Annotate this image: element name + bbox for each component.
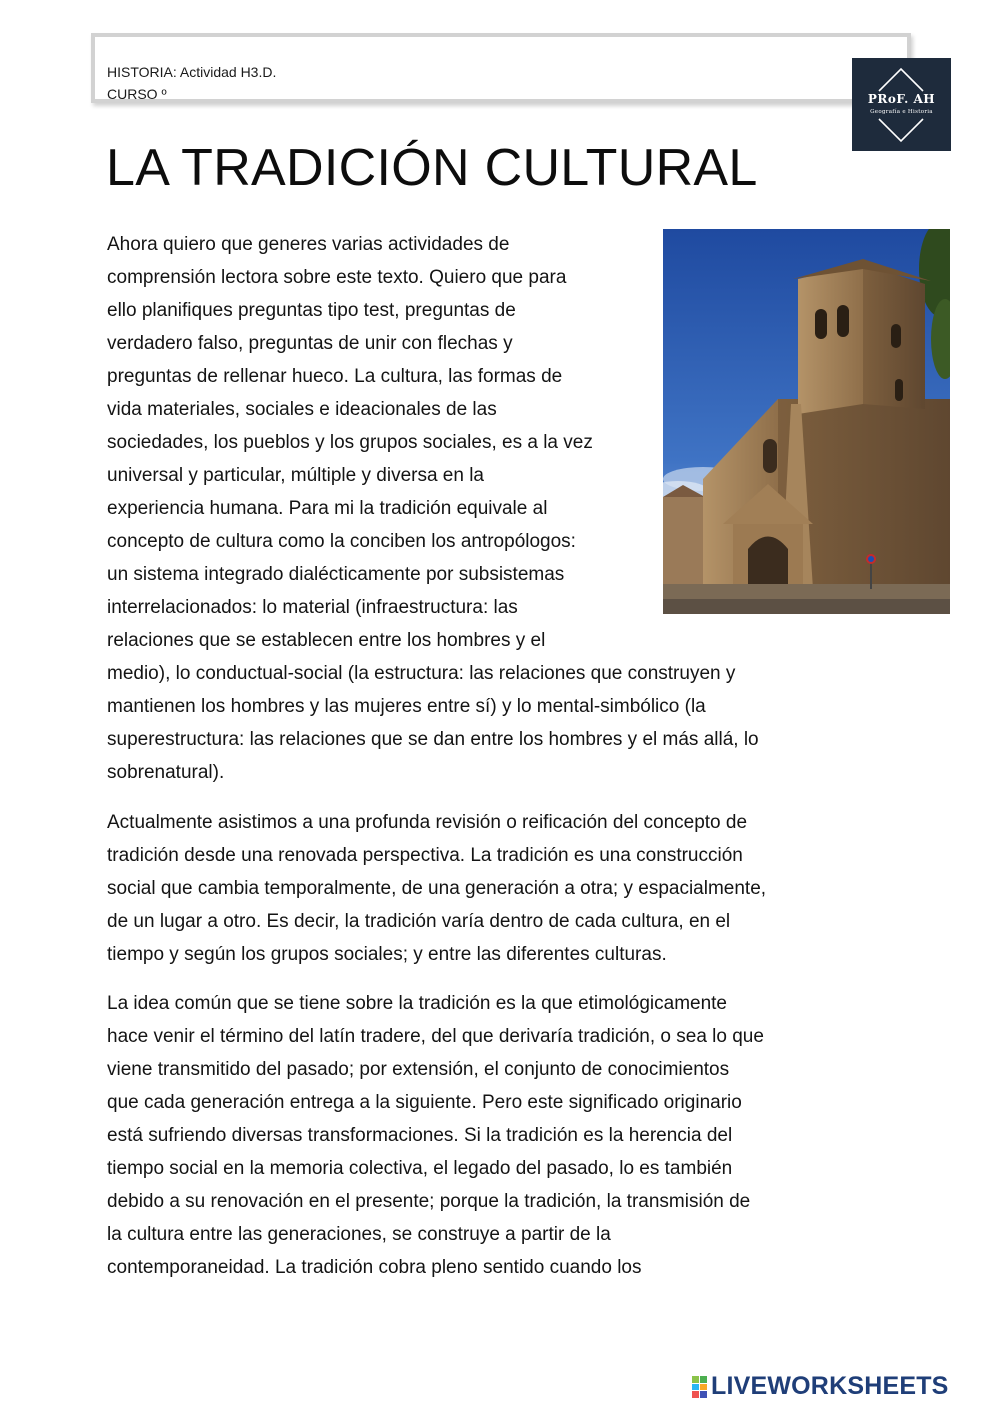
text-line: viene transmitido del pasado; por extensión, el conjunto de conocimientos xyxy=(107,1059,730,1080)
text-line: debido a su renovación en el presente; porque la tradición, la transmisión de xyxy=(107,1191,751,1212)
text-line: preguntas de rellenar hueco. La cultura, las formas de xyxy=(107,366,563,387)
text-line: sociedades, los pueblos y los grupos sociales, es a la vez xyxy=(107,432,593,453)
text-line: tradición desde una renovada perspectiva. La tradición es una construcción xyxy=(107,845,743,866)
liveworksheets-logo[interactable] xyxy=(692,1371,990,1401)
church-tower-photo xyxy=(663,229,950,614)
text-line: que cada generación entrega a la siguiente. Pero este significado originario xyxy=(107,1092,742,1113)
text-line: La idea común que se tiene sobre la tradición es la que etimológicamente xyxy=(107,993,727,1014)
text-line: de un lugar a otro. Es decir, la tradición varía dentro de cada cultura, en el xyxy=(107,911,731,932)
logo-subtitle: Geografía e Historia xyxy=(870,109,933,115)
text-line: tiempo social en la memoria colectiva, el legado del pasado, lo es también xyxy=(107,1158,733,1179)
liveworksheets-icon xyxy=(692,1376,708,1398)
text-line: tiempo y según los grupos sociales; y entre las diferentes culturas. xyxy=(107,944,667,965)
text-line: vida materiales, sociales e ideacionales de las xyxy=(107,399,497,420)
text-line: universal y particular, múltiple y diversa en la xyxy=(107,465,485,486)
text-line: medio), lo conductual-social (la estructura: las relaciones que construyen y xyxy=(107,663,736,684)
text-line: comprensión lectora sobre este texto. Quiero que para xyxy=(107,267,567,288)
text-line: un sistema integrado dialécticamente por subsistemas xyxy=(107,564,565,585)
text-line: la cultura entre las generaciones, se construye a partir de la xyxy=(107,1224,611,1245)
text-line: Ahora quiero que generes varias actividades de xyxy=(107,234,510,255)
prof-ah-logo xyxy=(852,58,951,151)
text-line: contemporaneidad. La tradición cobra pleno sentido cuando los xyxy=(107,1257,642,1278)
text-line: sobrenatural). xyxy=(107,762,225,783)
text-line: experiencia humana. Para mi la tradición equivale al xyxy=(107,498,548,519)
text-line: concepto de cultura como la conciben los antropólogos: xyxy=(107,531,576,552)
text-line: verdadero falso, preguntas de unir con flechas y xyxy=(107,333,513,354)
text-line: social que cambia temporalmente, de una generación a otra; y espacialmente, xyxy=(107,878,767,899)
page-title: LA TRADICIÓN CULTURAL xyxy=(106,139,758,197)
text-line: mantienen los hombres y las mujeres entre sí) y lo mental-simbólico (la xyxy=(107,696,706,717)
text-line: está sufriendo diversas transformaciones. Si la tradición es la herencia del xyxy=(107,1125,733,1146)
text-line: Actualmente asistimos a una profunda revisión o reificación del concepto de xyxy=(107,812,748,833)
text-line: interrelacionados: lo material (infraestructura: las xyxy=(107,597,518,618)
text-line: relaciones que se establecen entre los hombres y el xyxy=(107,630,546,651)
header-subject: HISTORIA: Actividad H3.D. xyxy=(107,64,277,80)
header-course: CURSO º xyxy=(107,86,167,102)
logo-title: PRoF. AH xyxy=(867,92,936,106)
liveworksheets-brand: LIVEWORKSHEETS xyxy=(711,1372,949,1400)
text-line: hace venir el término del latín tradere, del que derivaría tradición, o sea lo que xyxy=(107,1026,764,1047)
text-line: superestructura: las relaciones que se dan entre los hombres y el más allá, lo xyxy=(107,729,759,750)
text-line: ello planifiques preguntas tipo test, preguntas de xyxy=(107,300,516,321)
